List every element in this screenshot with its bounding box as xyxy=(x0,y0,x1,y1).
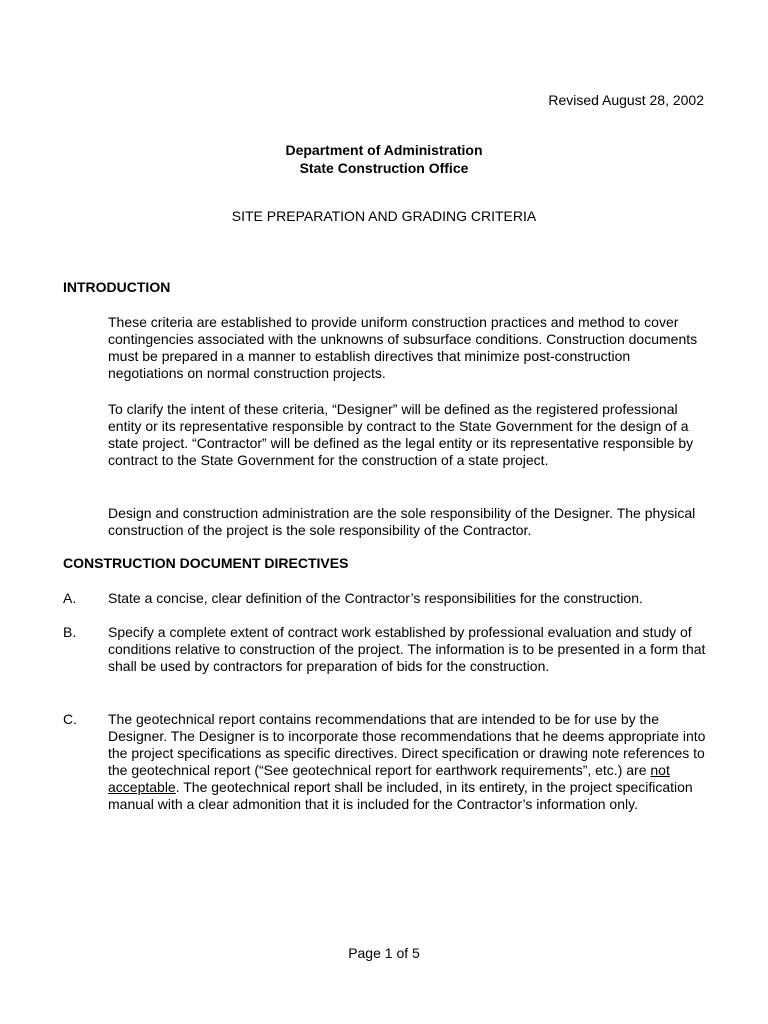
item-c-text-part-1: The geotechnical report contains recommendations that are intended to be for use by the Designer. The Designer is to incorporate those recommendations that he deems appropriate into the project specifications as specific directives. Direct specification or drawing note references to the geotechnical report (“See geotechnical report for earthwork requirements”, etc.) are xyxy=(108,711,706,778)
introduction-paragraph-2: To clarify the intent of these criteria, “Designer” will be defined as the registered professional entity or its representative responsible by contract to the State Government for the design of a state project. “Contractor” will be defined as the legal entity or its representative responsible by contract to the State Government for the construction of a state project. xyxy=(108,401,694,468)
revision-date: Revised August 28, 2002 xyxy=(548,92,704,108)
introduction-heading: INTRODUCTION xyxy=(63,279,171,295)
introduction-paragraph-3: Design and construction administration are the sole responsibility of the Designer. The physical construction of the project is the sole responsibility of the Contractor. xyxy=(108,505,696,538)
item-a-label: A. xyxy=(63,590,77,606)
document-title: SITE PREPARATION AND GRADING CRITERIA xyxy=(231,208,537,224)
item-c-label: C. xyxy=(63,711,77,727)
item-c-text-part-2: . The geotechnical report shall be included, in its entirety, in the project specification manual with a clear admonition that it is included for the Contractor’s information only. xyxy=(108,779,693,812)
department-name: Department of Administration xyxy=(285,142,483,158)
page-number: Page 1 of 5 xyxy=(348,945,420,961)
item-c-text xyxy=(108,711,708,813)
directives-heading: CONSTRUCTION DOCUMENT DIRECTIVES xyxy=(63,555,349,571)
not-acceptable-emphasis: not acceptable xyxy=(108,762,670,795)
introduction-paragraph-1: These criteria are established to provide uniform construction practices and method to cover contingencies associated with the unknowns of subsurface conditions. Construction documents must be prepared in a manner to establish directives that minimize post-construction negotiations on normal construction projects. xyxy=(108,314,698,381)
item-b-text: Specify a complete extent of contract work established by professional evaluation and study of conditions relative to construction of the project. The information is to be presented in a form that shall be used by contractors for preparation of bids for the construction. xyxy=(108,624,706,674)
item-b-label: B. xyxy=(63,624,77,640)
item-a-text: State a concise, clear definition of the Contractor’s responsibilities for the construction. xyxy=(108,590,643,606)
office-name: State Construction Office xyxy=(299,160,469,176)
